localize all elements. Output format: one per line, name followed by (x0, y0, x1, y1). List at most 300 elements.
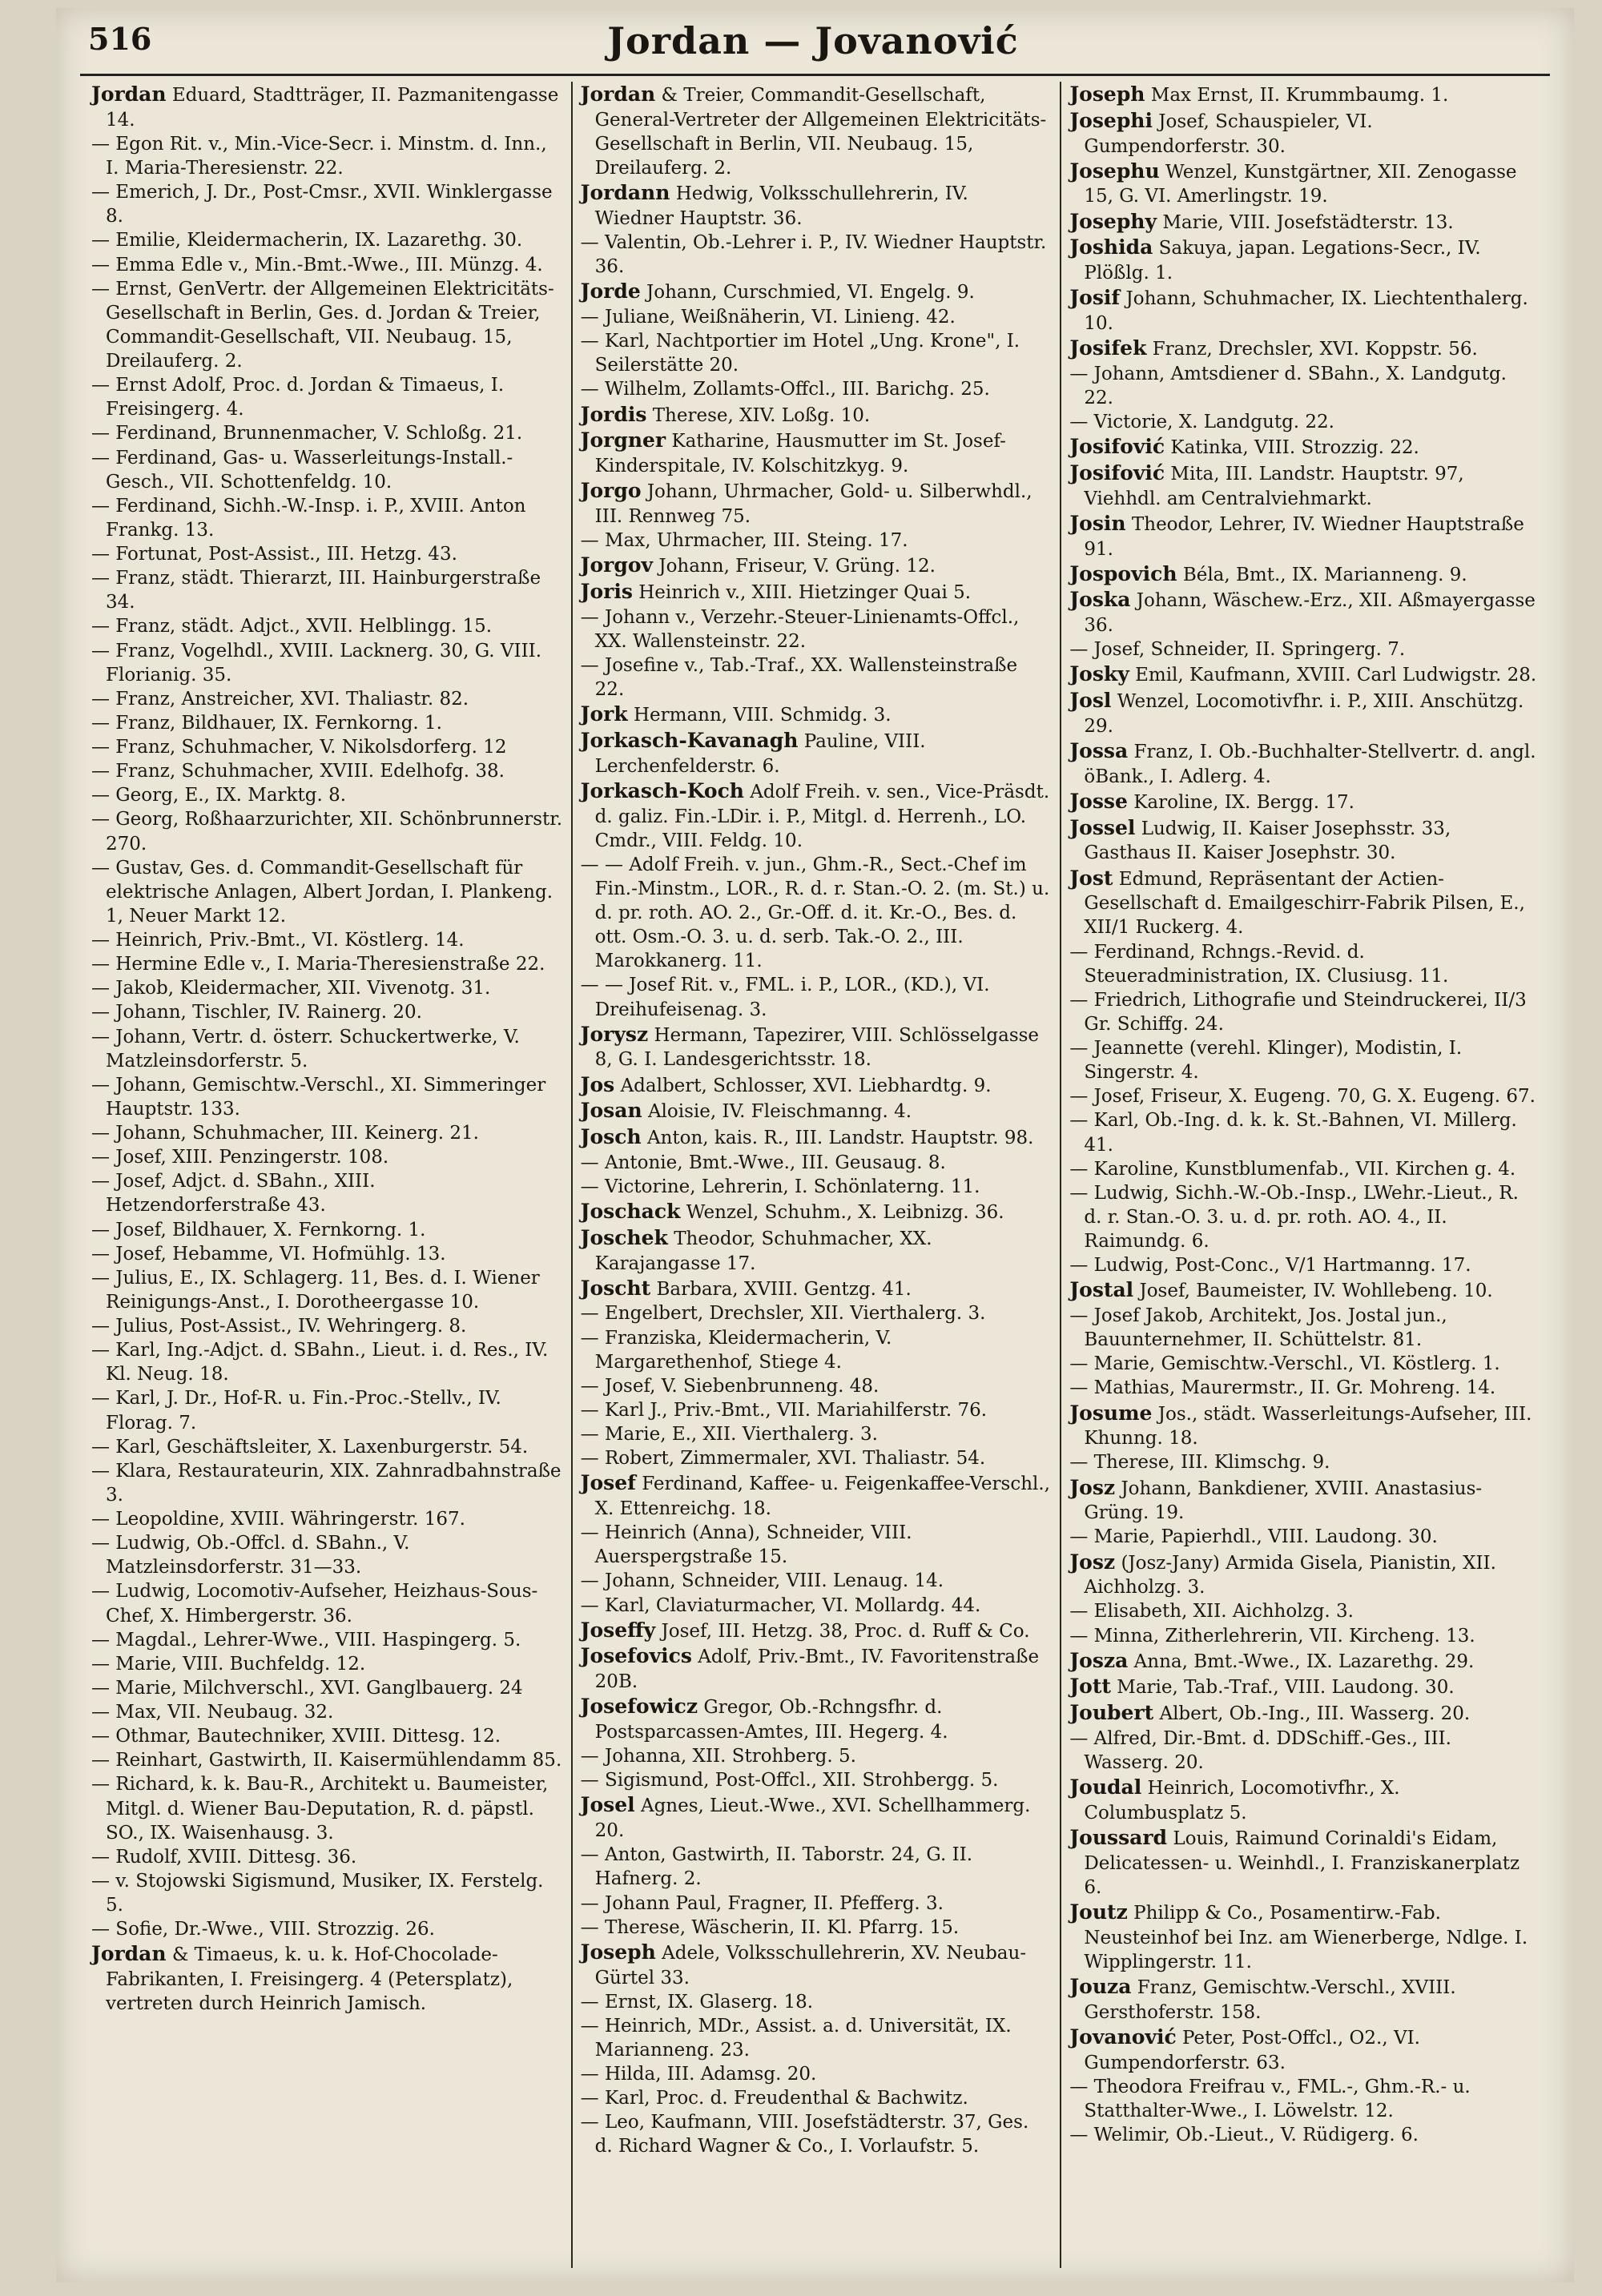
directory-entry (581, 2062, 1053, 2086)
entry-columns (83, 82, 1549, 2268)
directory-entry (1069, 434, 1541, 460)
directory-entry (581, 728, 1053, 778)
entry-text: Eduard, Stadtträger, II. Pazmanitengasse 14. (106, 85, 559, 131)
entry-text: Josef, Schauspieler, VI. Gumpendorferstr. 30. (1084, 111, 1373, 157)
column-middle (571, 82, 1061, 2268)
entry-surname: Jossel (1069, 815, 1136, 839)
entry-text: Adolf, Priv.-Bmt., IV. Favoritenstraße 20B. (594, 1647, 1040, 1693)
directory-entry (1069, 2123, 1541, 2147)
directory-entry (581, 1694, 1053, 1744)
directory-entry (91, 421, 563, 445)
entry-text: Katharine, Hausmutter im St. Josef-Kinderspitale, IV. Kolschitzkyg. 9. (594, 431, 1006, 476)
directory-entry (1069, 235, 1541, 285)
entry-text: — Josef, Friseur, X. Eugeng. 70, G. X. Eugeng. 67. (1069, 1086, 1536, 1108)
entry-text: Emil, Kaufmann, XVIII. Carl Ludwigstr. 28. (1135, 665, 1537, 686)
entry-surname: Jorde (580, 279, 641, 304)
directory-entry (581, 1398, 1053, 1422)
entry-text: — Therese, III. Klimschg. 9. (1069, 1452, 1330, 1474)
entry-surname: Jorysz (580, 1022, 649, 1046)
directory-entry (91, 711, 563, 735)
entry-text: — Franz, Schuhmacher, V. Nikolsdorferg. 12 (91, 737, 507, 758)
directory-entry (91, 1845, 563, 1869)
entry-text: — Ernst, GenVertr. der Allgemeinen Elektricitäts-Gesellschaft in Berlin, Ges. d. Jordan & Treier, Commandit-Gesellschaft, VII. Neubaug. 15, Dreilauferg. 2. (91, 278, 554, 372)
directory-entry (581, 853, 1053, 974)
entry-text: Albert, Ob.-Ing., III. Wasserg. 20. (1159, 1703, 1471, 1725)
entry-text: — v. Stojowski Sigismund, Musiker, IX. Ferstelg. 5. (91, 1870, 544, 1916)
entry-text: — Marie, Gemischtw.-Verschl., VI. Köstlerg. 1. (1069, 1353, 1500, 1375)
entry-text: Jos., städt. Wasserleitungs-Aufseher, III. Khunng. 18. (1084, 1403, 1532, 1450)
entry-text: — Julius, E., IX. Schlagerg. 11, Bes. d. I. Wiener Reinigungs-Anst., I. Dorotheergasse 10. (91, 1267, 540, 1313)
entry-text: — Josef, Bildhauer, X. Fernkorng. 1. (91, 1219, 426, 1240)
directory-entry (1069, 1550, 1541, 1600)
directory-entry (1069, 2075, 1541, 2123)
entry-text: — Karl, Geschäftsleiter, X. Laxenburgerstr. 54. (91, 1436, 529, 1458)
entry-text: — Mathias, Maurermstr., II. Gr. Mohreng. 14. (1069, 1377, 1496, 1399)
directory-entry (91, 1218, 563, 1242)
entry-text: — Ludwig, Locomotiv-Aufseher, Heizhaus-Sous-Chef, X. Himbergerstr. 36. (91, 1581, 538, 1627)
directory-entry (1069, 209, 1541, 235)
entry-text: Marie, VIII. Josefstädterstr. 13. (1162, 211, 1454, 233)
entry-surname: Josky (1069, 662, 1129, 686)
entry-text: — Georg, Roßhaarzurichter, XII. Schönbrunnerstr. 270. (91, 809, 563, 854)
entry-text: Johann, Schuhmacher, IX. Liechtenthalerg. 10. (1084, 288, 1528, 334)
entry-text: — Johann, Schuhmacher, III. Keinerg. 21. (91, 1123, 479, 1144)
page-number: 516 (88, 21, 152, 57)
directory-entry (581, 1892, 1053, 1916)
entry-surname: Joschek (580, 1225, 668, 1249)
directory-page (56, 8, 1574, 2282)
entry-text: — Reinhart, Gastwirth, II. Kaisermühlendamm 85. (91, 1750, 562, 1771)
entry-text: — Engelbert, Drechsler, XII. Vierthalerg. 3. (580, 1303, 986, 1325)
entry-text: — Franz, Schuhmacher, XVIII. Edelhofg. 38. (91, 761, 505, 782)
entry-text: — Ludwig, Post-Conc., V/1 Hartmanng. 17. (1069, 1255, 1471, 1277)
entry-text: — Wilhelm, Zollamts-Offcl., III. Barichg. 25. (580, 379, 990, 400)
entry-surname: Jorgo (580, 479, 642, 503)
entry-text: — Victorie, X. Landgutg. 22. (1069, 412, 1334, 432)
directory-entry (1069, 688, 1541, 738)
entry-text: Marie, Tab.-Traf., VIII. Laudong. 30. (1117, 1677, 1455, 1699)
directory-entry (581, 1326, 1053, 1374)
entry-text: — Minna, Zitherlehrerin, VII. Kircheng. 13. (1069, 1625, 1475, 1647)
entry-text: Ludwig, II. Kaiser Josephsstr. 33, Gasthaus II. Kaiser Josephstr. 30. (1084, 818, 1451, 864)
directory-entry (581, 1768, 1053, 1792)
directory-entry (1069, 815, 1541, 866)
entry-surname: Jordan (580, 82, 656, 106)
directory-entry (581, 1521, 1053, 1569)
directory-entry (1069, 1674, 1541, 1700)
directory-entry (1069, 1825, 1541, 1900)
directory-entry (91, 1145, 563, 1169)
entry-text: — Emilie, Kleidermacherin, IX. Lazarethg. 30. (91, 230, 523, 251)
entry-text: Franz, Drechsler, XVI. Koppstr. 56. (1152, 339, 1478, 360)
entry-surname: Josl (1069, 689, 1112, 713)
directory-entry (581, 1225, 1053, 1276)
directory-entry (91, 735, 563, 759)
entry-surname: Joubert (1069, 1701, 1154, 1725)
directory-entry (581, 1618, 1053, 1644)
directory-entry (1069, 159, 1541, 209)
directory-entry (1069, 82, 1541, 108)
directory-entry (581, 778, 1053, 853)
entry-surname: Joseph (580, 1940, 656, 1964)
entry-surname: Joris (580, 579, 633, 603)
directory-entry (1069, 587, 1541, 637)
directory-entry (91, 1676, 563, 1700)
directory-entry (1069, 866, 1541, 940)
entry-text: Johann, Uhrmacher, Gold- u. Silberwhdl., III. Rennweg 75. (594, 481, 1032, 527)
directory-entry (581, 1199, 1053, 1225)
directory-entry (581, 2014, 1053, 2062)
directory-entry (581, 377, 1053, 401)
entry-text: Sakuya, japan. Legations-Secr., IV. Plößlg. 1. (1084, 238, 1481, 283)
directory-entry (1069, 1974, 1541, 2025)
directory-entry (1069, 1376, 1541, 1400)
entry-text: — Sigismund, Post-Offcl., XII. Strohbergg. 5. (580, 1770, 999, 1791)
directory-entry (581, 1990, 1053, 2014)
entry-text: Heinrich, Locomotivfhr., X. Columbusplatz 5. (1084, 1778, 1400, 1824)
entry-text: Gregor, Ob.-Rchngsfhr. d. Postsparcassen-Amtes, III. Hegerg. 4. (594, 1697, 948, 1743)
directory-entry (91, 1700, 563, 1724)
directory-entry (91, 180, 563, 228)
directory-entry (91, 1314, 563, 1338)
entry-text: — Emma Edle v., Min.-Bmt.-Wwe., III. Münzg. 4. (91, 254, 543, 275)
directory-entry (581, 428, 1053, 478)
directory-entry (91, 1628, 563, 1652)
directory-entry (91, 277, 563, 374)
directory-entry (581, 1072, 1053, 1099)
entry-text: — Josef, V. Siebenbrunneng. 48. (580, 1375, 879, 1397)
directory-entry (581, 1276, 1053, 1302)
directory-entry (581, 82, 1053, 180)
directory-entry (581, 1643, 1053, 1694)
directory-entry (581, 1792, 1053, 1843)
directory-entry (91, 494, 563, 542)
entry-text: — Valentin, Ob.-Lehrer i. P., IV. Wiedner Hauptstr. 36. (580, 232, 1047, 278)
entry-text: Adolf Freih. v. sen., Vice-Präsdt. d. galiz. Fin.-LDir. i. P., Mitgl. d. Herrenh., LO. Cmdr., VIII. Feldg. 10. (594, 781, 1050, 851)
entry-text: Aloisie, IV. Fleischmanng. 4. (647, 1101, 912, 1123)
entry-text: — Karl, Ob.-Ing. d. k. k. St.-Bahnen, VI. Millerg. 41. (1069, 1110, 1517, 1156)
directory-entry (581, 1744, 1053, 1768)
directory-entry (91, 1652, 563, 1676)
directory-entry (1069, 410, 1541, 434)
directory-entry (91, 976, 563, 1000)
directory-entry (1069, 1599, 1541, 1623)
entry-text: — Josef, Adjct. d. SBahn., XIII. Hetzendorferstraße 43. (91, 1171, 376, 1216)
entry-text: — Ludwig, Ob.-Offcl. d. SBahn., V. Matzleinsdorferstr. 31—33. (91, 1533, 410, 1578)
entry-text: — Karoline, Kunstblumenfab., VII. Kirchen g. 4. (1069, 1158, 1516, 1180)
directory-entry (91, 228, 563, 252)
entry-surname: Josef (580, 1471, 636, 1495)
entry-surname: Jott (1069, 1675, 1111, 1699)
entry-text: Peter, Post-Offcl., O2., VI. Gumpendorferstr. 63. (1084, 2027, 1420, 2073)
entry-text: Ferdinand, Kaffee- u. Feigenkaffee-Verschl., X. Ettenreichg. 18. (594, 1474, 1050, 1519)
entry-text: Karoline, IX. Bergg. 17. (1133, 791, 1354, 813)
entry-text: — Antonie, Bmt.-Wwe., III. Geusaug. 8. (580, 1152, 946, 1173)
entry-surname: Jordis (580, 402, 647, 426)
directory-entry (581, 1151, 1053, 1175)
directory-entry (581, 653, 1053, 702)
directory-entry (1069, 1624, 1541, 1648)
entry-surname: Josse (1069, 789, 1128, 813)
directory-entry (91, 639, 563, 687)
directory-entry (581, 529, 1053, 553)
entry-text: — Karl, Proc. d. Freudenthal & Bachwitz. (580, 2088, 968, 2109)
entry-text: Hermann, VIII. Schmidg. 3. (633, 705, 892, 726)
entry-text: — Franz, Vogelhdl., XVIII. Lacknerg. 30, G. VIII. Florianig. 35. (91, 640, 542, 686)
entry-text: Max Ernst, II. Krummbaumg. 1. (1150, 85, 1449, 106)
directory-entry (1069, 1108, 1541, 1156)
entry-text: (Josz-Jany) Armida Gisela, Pianistin, XII. Aichholzg. 3. (1084, 1552, 1496, 1598)
entry-surname: Jost (1069, 866, 1113, 890)
directory-entry (581, 1098, 1053, 1124)
entry-text: Johann, Curschmied, VI. Engelg. 9. (646, 282, 975, 304)
directory-entry (581, 702, 1053, 728)
entry-surname: Joscht (580, 1276, 651, 1300)
directory-entry (581, 605, 1053, 653)
entry-surname: Jospovich (1069, 561, 1177, 585)
entry-text: — Marie, E., XII. Vierthalerg. 3. (580, 1424, 878, 1445)
directory-entry (1069, 1727, 1541, 1775)
entry-text: — Heinrich, Priv.-Bmt., VI. Köstlerg. 14. (91, 930, 465, 951)
directory-entry (91, 1169, 563, 1217)
entry-surname: Jordan (91, 1942, 167, 1966)
entry-surname: Jorgov (580, 553, 654, 577)
directory-entry (1069, 1253, 1541, 1277)
directory-entry (581, 973, 1053, 1021)
directory-entry (1069, 1277, 1541, 1304)
entry-text: — Johanna, XII. Strohberg. 5. (580, 1746, 856, 1767)
entry-text: Anton, kais. R., III. Landstr. Hauptstr. 98. (646, 1128, 1034, 1148)
entry-text: — Egon Rit. v., Min.-Vice-Secr. i. Minstm. d. Inn., I. Maria-Theresienstr. 22. (91, 133, 547, 179)
directory-entry (1069, 1157, 1541, 1181)
entry-text: — Georg, E., IX. Marktg. 8. (91, 785, 347, 806)
entry-text: — Gustav, Ges. d. Commandit-Gesellschaft für elektrische Anlagen, Albert Jordan, I. Plankeng. 1, Neuer Markt 12. (91, 857, 553, 927)
directory-entry (91, 1579, 563, 1627)
entry-text: — Ferdinand, Sichh.-W.-Insp. i. P., XVIII. Anton Frankg. 13. (91, 495, 526, 541)
directory-entry (581, 1374, 1053, 1398)
directory-entry (91, 82, 563, 132)
entry-surname: Josz (1069, 1550, 1116, 1574)
entry-surname: Jostal (1069, 1278, 1134, 1302)
directory-entry (581, 579, 1053, 605)
entry-surname: Joshida (1069, 235, 1153, 259)
directory-entry (1069, 1648, 1541, 1675)
directory-entry (1069, 2025, 1541, 2075)
directory-entry (91, 1531, 563, 1579)
entry-text: Hedwig, Volksschullehrerin, IV. Wiedner Hauptstr. 36. (594, 183, 968, 229)
entry-text: — Ernst Adolf, Proc. d. Jordan & Timaeus, I. Freisingerg. 4. (91, 375, 505, 420)
entry-text: Heinrich v., XIII. Hietzinger Quai 5. (638, 581, 972, 603)
entry-text: Mita, III. Landstr. Hauptstr. 97, Viehhdl. am Centralviehmarkt. (1084, 463, 1464, 509)
entry-surname: Joussard (1069, 1826, 1168, 1849)
directory-entry (1069, 1036, 1541, 1084)
entry-text: — Marie, Milchverschl., XVI. Ganglbauerg. 24 (91, 1677, 523, 1699)
directory-entry (581, 1422, 1053, 1446)
directory-entry (1069, 1304, 1541, 1352)
entry-text: — Welimir, Ob.-Lieut., V. Rüdigerg. 6. (1069, 2125, 1419, 2145)
directory-entry (1069, 561, 1541, 588)
entry-text: — Josef, XIII. Penzingerstr. 108. (91, 1147, 389, 1168)
directory-entry (1069, 362, 1541, 410)
entry-text: Katinka, VIII. Strozzig. 22. (1170, 437, 1419, 459)
directory-entry (91, 952, 563, 976)
directory-entry (91, 614, 563, 638)
column-right (1060, 82, 1549, 2268)
entry-text: — Anton, Gastwirth, II. Taborstr. 24, G. II. Hafnerg. 2. (580, 1844, 973, 1890)
entry-text: Béla, Bmt., IX. Marianneng. 9. (1182, 564, 1467, 585)
directory-entry (1069, 1401, 1541, 1451)
directory-entry (1069, 1775, 1541, 1825)
directory-entry (581, 180, 1053, 231)
entry-text: Wenzel, Schuhm., X. Leibnizg. 36. (686, 1202, 1004, 1223)
entry-text: — Marie, VIII. Buchfeldg. 12. (91, 1653, 366, 1675)
entry-surname: Josephy (1069, 209, 1157, 233)
directory-entry (581, 1940, 1053, 1990)
directory-entry (91, 1242, 563, 1266)
directory-entry (91, 542, 563, 566)
directory-entry (91, 1000, 563, 1024)
directory-entry (581, 1446, 1053, 1470)
entry-text: — — Adolf Freih. v. jun., Ghm.-R., Sect.-Chef im Fin.-Minstm., LOR., R. d. r. Stan.-O. 2. (m. St.) u. d. pr. roth. AO. 2., Gr.-Off. d. it. Kr.-O., Bes. d. ott. Osm.-O. 3. u. d. serb. Tak.-O. 2., III. Marokkanerg. 11. (580, 854, 1050, 972)
entry-text: — Ernst, IX. Glaserg. 18. (580, 1991, 814, 2013)
entry-text: Adele, Volksschullehrerin, XV. Neubau-Gürtel 33. (594, 1942, 1027, 1988)
directory-entry (91, 1507, 563, 1531)
entry-text: — Hermine Edle v., I. Maria-Theresienstraße 22. (91, 954, 545, 975)
entry-text: — Hilda, III. Adamsg. 20. (580, 2064, 817, 2085)
entry-surname: Jork (580, 702, 628, 726)
directory-entry (1069, 637, 1541, 661)
entry-surname: Joseffy (580, 1618, 656, 1642)
entry-surname: Josefovics (580, 1644, 692, 1668)
header-rule (80, 74, 1550, 76)
directory-entry (581, 1301, 1053, 1325)
directory-entry (581, 553, 1053, 579)
entry-text: — Franz, städt. Thierarzt, III. Hainburgerstraße 34. (91, 568, 541, 613)
entry-text: — Juliane, Weißnäherin, VI. Linieng. 42. (580, 307, 956, 328)
directory-entry (1069, 1084, 1541, 1108)
entry-text: — Karl, J. Dr., Hof-R. u. Fin.-Proc.-Stellv., IV. Florag. 7. (91, 1388, 501, 1433)
entry-text: Barbara, XVIII. Gentzg. 41. (656, 1278, 912, 1300)
entry-text: — Magdal., Lehrer-Wwe., VIII. Haspingerg. 5. (91, 1629, 521, 1651)
directory-entry (91, 856, 563, 928)
entry-text: — Josef, Hebamme, VI. Hofmühlg. 13. (91, 1243, 446, 1265)
entry-text: — Ferdinand, Gas- u. Wasserleitungs-Install.-Gesch., VII. Schottenfeldg. 10. (91, 447, 513, 493)
entry-surname: Jos (580, 1072, 615, 1096)
directory-entry (91, 1025, 563, 1073)
directory-entry (91, 373, 563, 421)
entry-text: — Karl, Nachtportier im Hotel „Ung. Krone", I. Seilerstätte 20. (580, 331, 1020, 376)
entry-text: — Jeannette (verehl. Klinger), Modistin, I. Singerstr. 4. (1069, 1038, 1463, 1084)
entry-text: — Ferdinand, Brunnenmacher, V. Schloßg. 21. (91, 423, 523, 444)
entry-text: — Josef, Schneider, II. Springerg. 7. (1069, 639, 1406, 661)
entry-surname: Josch (580, 1125, 642, 1148)
directory-entry (91, 253, 563, 277)
entry-text: — Alfred, Dir.-Bmt. d. DDSchiff.-Ges., III. Wasserg. 20. (1069, 1727, 1451, 1773)
entry-text: — Franz, Bildhauer, IX. Fernkorng. 1. (91, 712, 442, 734)
entry-text: — Fortunat, Post-Assist., III. Hetzg. 43. (91, 544, 457, 565)
entry-text: — Franziska, Kleidermacherin, V. Margarethenhof, Stiege 4. (580, 1327, 892, 1373)
entry-text: — Johann, Schneider, VIII. Lenaug. 14. (580, 1570, 944, 1592)
entry-text: Philipp & Co., Posamentirw.-Fab. Neusteinhof bei Inz. am Wienerberge, Ndlge. I. Wipplingerstr. 11. (1084, 1903, 1528, 1972)
entry-surname: Jorgner (580, 428, 666, 452)
entry-surname: Josifović (1069, 435, 1165, 459)
directory-entry (1069, 1352, 1541, 1376)
directory-entry (91, 759, 563, 783)
entry-text: — Julius, Post-Assist., IV. Wehringerg. 8. (91, 1316, 467, 1337)
entry-text: Pauline, VIII. Lerchenfelderstr. 6. (594, 730, 926, 777)
entry-text: Franz, I. Ob.-Buchhalter-Stellvertr. d. angl. öBank., I. Adlerg. 4. (1084, 742, 1536, 787)
entry-surname: Jorkasch-Kavanagh (580, 728, 799, 752)
entry-surname: Josefowicz (580, 1695, 698, 1719)
directory-entry (1069, 511, 1541, 561)
entry-surname: Joudal (1069, 1775, 1142, 1799)
directory-entry (1069, 285, 1541, 336)
directory-entry (91, 783, 563, 807)
directory-entry (91, 1748, 563, 1772)
entry-surname: Jossa (1069, 739, 1129, 762)
entry-surname: Jordan (91, 82, 167, 106)
entry-text: — Johann, Amtsdiener d. SBahn., X. Landgutg. 22. (1069, 363, 1507, 408)
directory-entry (581, 305, 1053, 329)
directory-entry (91, 1435, 563, 1459)
entry-text: — Elisabeth, XII. Aichholzg. 3. (1069, 1601, 1354, 1622)
directory-entry (1069, 940, 1541, 988)
entry-surname: Josz (1069, 1475, 1116, 1499)
directory-entry (1069, 789, 1541, 815)
directory-entry (1069, 1900, 1541, 1974)
entry-text: — Rudolf, XVIII. Dittesg. 36. (91, 1846, 357, 1868)
entry-surname: Jorkasch-Koch (580, 778, 744, 802)
entry-text: Edmund, Repräsentant der Actien-Gesellschaft d. Emailgeschirr-Fabrik Pilsen, E., XII/1 Ruckerg. 4. (1084, 868, 1525, 939)
entry-surname: Josan (580, 1099, 642, 1123)
entry-text: — Jakob, Kleidermacher, XII. Vivenotg. 31. (91, 978, 491, 999)
directory-entry (1069, 108, 1541, 159)
entry-text: Theodor, Lehrer, IV. Wiedner Hauptstraße 91. (1084, 513, 1524, 560)
entry-text: — Josef Jakob, Architekt, Jos. Jostal jun., Bauunternehmer, II. Schüttelstr. 81. (1069, 1305, 1447, 1351)
entry-surname: Josza (1069, 1648, 1129, 1672)
directory-entry (1069, 1450, 1541, 1474)
entry-text: — Theodora Freifrau v., FML.-, Ghm.-R.- u. Statthalter-Wwe., I. Löwelstr. 12. (1069, 2076, 1471, 2121)
entry-text: Agnes, Lieut.-Wwe., XVI. Schellhammerg. 20. (594, 1795, 1031, 1842)
directory-entry (1069, 1475, 1541, 1526)
entry-text: — Josefine v., Tab.-Traf., XX. Wallensteinstraße 22. (580, 654, 1018, 700)
entry-surname: Joutz (1069, 1900, 1128, 1924)
entry-text: — Leopoldine, XVIII. Währingerstr. 167. (91, 1509, 465, 1530)
directory-entry (581, 2110, 1053, 2158)
entry-text: — Karl J., Priv.-Bmt., VII. Mariahilferstr. 76. (580, 1399, 988, 1421)
entry-text: — Karl, Ing.-Adjct. d. SBahn., Lieut. i. d. Res., IV. Kl. Neug. 18. (91, 1340, 549, 1385)
directory-entry (581, 402, 1053, 428)
entry-text: Josef, Baumeister, IV. Wohllebeng. 10. (1139, 1281, 1493, 1302)
directory-entry (91, 1338, 563, 1386)
entry-text: — Victorine, Lehrerin, I. Schönlaterng. 11. (580, 1176, 980, 1197)
directory-entry (581, 1594, 1053, 1618)
entry-text: — Johann, Tischler, IV. Rainerg. 20. (91, 1002, 422, 1023)
directory-entry (1069, 738, 1541, 789)
entry-surname: Josume (1069, 1401, 1153, 1425)
directory-entry (91, 1724, 563, 1748)
directory-entry (581, 1022, 1053, 1072)
entry-text: — Heinrich, MDr., Assist. a. d. Universität, IX. Marianneng. 23. (580, 2015, 1012, 2061)
entry-text: — Johann v., Verzehr.-Steuer-Linienamts-Offcl., XX. Wallensteinstr. 22. (580, 606, 1020, 652)
directory-entry (581, 1569, 1053, 1593)
entry-surname: Josephi (1069, 108, 1153, 132)
entry-text: — Marie, Papierhdl., VIII. Laudong. 30. (1069, 1526, 1438, 1548)
entry-text: — Sofie, Dr.-Wwe., VIII. Strozzig. 26. (91, 1919, 435, 1940)
entry-text: — Friedrich, Lithografie und Steindruckerei, II/3 Gr. Schiffg. 24. (1069, 989, 1527, 1035)
directory-entry (581, 231, 1053, 279)
entry-surname: Joschack (580, 1200, 681, 1223)
